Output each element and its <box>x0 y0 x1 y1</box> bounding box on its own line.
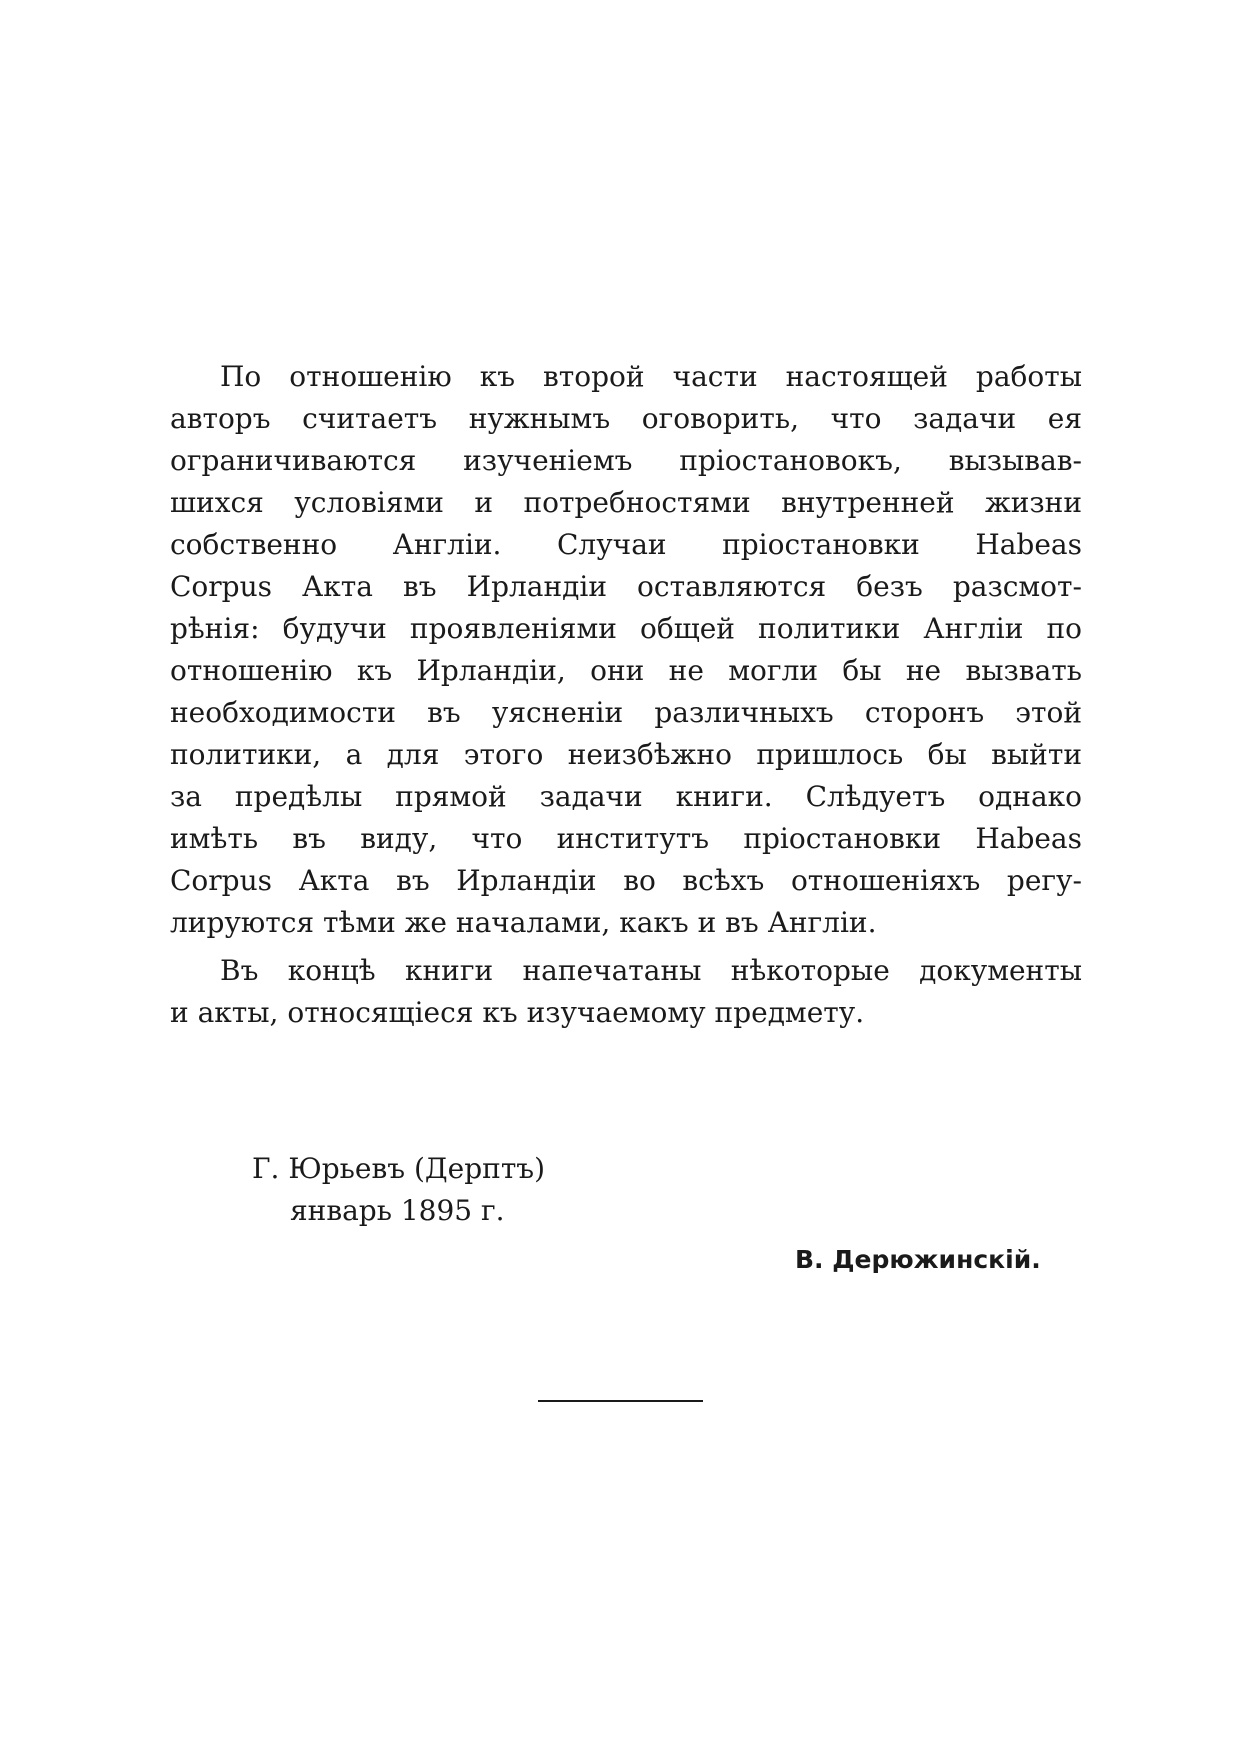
paragraph-line: отношенію къ Ирландіи, они не могли бы не вызвать <box>170 654 1082 687</box>
paragraph-line: рѣнія: будучи проявленіями общей политики Англіи по <box>170 612 1082 645</box>
paragraph-line: Corpus Акта въ Ирландіи оставляются безъ разсмот- <box>170 570 1082 603</box>
paragraph-line: Corpus Акта въ Ирландіи во всѣхъ отношеніяхъ регу- <box>170 864 1082 897</box>
paragraph-line: собственно Англіи. Случаи пріостановки Habeas <box>170 528 1082 561</box>
paragraph-line: Въ концѣ книги напечатаны нѣкоторые документы <box>220 954 1082 987</box>
preface-text <box>170 356 1082 1034</box>
paragraph-line: По отношенію къ второй части настоящей работы <box>220 360 1082 393</box>
paragraph-line: шихся условіями и потребностями внутренней жизни <box>170 486 1082 519</box>
paragraph-line: авторъ считаетъ нужнымъ оговорить, что задачи ея <box>170 402 1082 435</box>
date-of-writing: январь 1895 г. <box>290 1194 505 1227</box>
place-of-writing: Г. Юрьевъ (Дерптъ) <box>252 1152 546 1185</box>
paragraph-line: имѣть въ виду, что институтъ пріостановки Habeas <box>170 822 1082 855</box>
paragraph-line: за предѣлы прямой задачи книги. Слѣдуетъ однако <box>170 780 1082 813</box>
paragraph-line: необходимости въ уясненіи различныхъ сторонъ этой <box>170 696 1082 729</box>
paragraph-line: политики, а для этого неизбѣжно пришлось бы выйти <box>170 738 1082 771</box>
author-signature: В. Дерюжинскій. <box>795 1245 1041 1274</box>
paragraph-line: лируются тѣми же началами, какъ и въ Англіи. <box>170 906 877 939</box>
paragraph-line: и акты, относящіеся къ изучаемому предмету. <box>170 996 865 1029</box>
closing-rule <box>538 1400 703 1402</box>
paragraph-line: ограничиваются изученіемъ пріостановокъ, вызывав- <box>170 444 1082 477</box>
